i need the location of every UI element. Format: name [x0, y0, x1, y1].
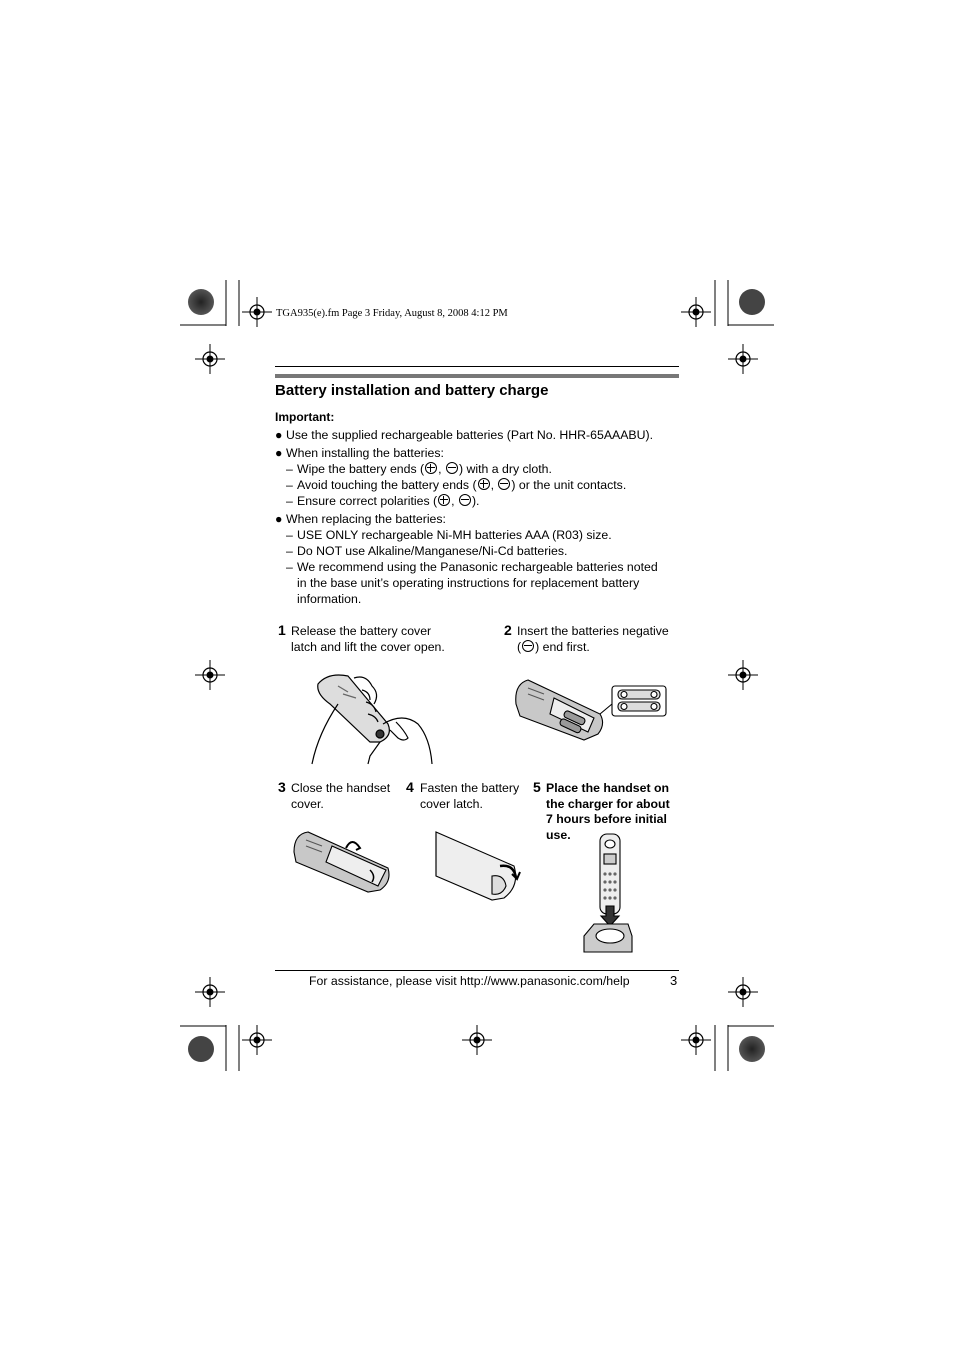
step-number: 3 — [278, 779, 286, 795]
header-rule — [275, 366, 679, 367]
step-1-text: Release the battery cover latch and lift the cover open. — [291, 624, 445, 654]
minus-symbol-icon — [459, 494, 471, 506]
step-number: 4 — [406, 779, 414, 795]
step-2-text: Insert the batteries negative ( ) end first. — [517, 624, 669, 654]
section-title: Battery installation and battery charge — [275, 382, 549, 399]
color-target-icon — [739, 1036, 765, 1062]
step-5-text: Place the handset on the charger for about 7 hours before initial use. — [546, 781, 670, 842]
registration-mark-icon — [195, 344, 225, 374]
bullet-icon: ● — [275, 428, 283, 442]
step-4-text: Fasten the battery cover latch. — [420, 781, 520, 811]
dash-text: Avoid touching the battery ends ( , ) or the unit contacts. — [297, 478, 627, 492]
bullet-text: Use the supplied rechargeable batteries (Part No. HHR-65AAABU). — [286, 428, 654, 442]
dash-marker: – — [286, 528, 293, 542]
bullet-icon: ● — [275, 512, 283, 526]
registration-mark-icon — [728, 977, 758, 1007]
minus-symbol-icon — [498, 478, 510, 490]
step-number: 1 — [278, 622, 286, 638]
dash-text: We recommend using the Panasonic rechargeable batteries noted — [297, 560, 658, 574]
dash-text: Do NOT use Alkaline/Manganese/Ni-Cd batteries. — [297, 544, 568, 558]
dash-marker: – — [286, 462, 293, 476]
fasten-latch-illustration — [434, 826, 522, 904]
dash-text: Wipe the battery ends ( , ) with a dry cloth. — [297, 462, 552, 476]
insert-batteries-illustration — [514, 674, 670, 744]
registration-mark-icon — [242, 297, 272, 327]
page-number: 3 — [670, 973, 678, 988]
step-number: 5 — [533, 779, 541, 795]
registration-mark-icon — [195, 660, 225, 690]
step-3-text: Close the handset cover. — [291, 781, 391, 811]
registration-mark-icon — [681, 297, 711, 327]
bullet-text: When replacing the batteries: — [286, 512, 446, 526]
color-target-icon — [188, 1036, 214, 1062]
dash-text: USE ONLY rechargeable Ni-MH batteries AAA (R03) size. — [297, 528, 612, 542]
close-cover-illustration — [292, 828, 394, 896]
bullet-icon: ● — [275, 446, 283, 460]
registration-mark-icon — [681, 1025, 711, 1055]
plus-symbol-icon — [438, 494, 450, 506]
registration-mark-icon — [462, 1025, 492, 1055]
section-rule — [275, 374, 679, 378]
dash-marker: – — [286, 544, 293, 558]
important-label: Important: — [275, 410, 335, 424]
footer-rule — [275, 970, 679, 971]
color-target-icon — [188, 289, 214, 315]
plus-symbol-icon — [478, 478, 490, 490]
minus-symbol-icon — [446, 462, 458, 474]
dash-marker: – — [286, 560, 293, 574]
minus-symbol-icon — [522, 640, 534, 652]
file-info-header: TGA935(e).fm Page 3 Friday, August 8, 2008 4:12 PM — [276, 308, 508, 319]
release-cover-illustration — [308, 664, 438, 766]
registration-mark-icon — [728, 660, 758, 690]
dash-text: Ensure correct polarities ( , ). — [297, 494, 480, 508]
registration-mark-icon — [728, 344, 758, 374]
handset-on-charger-illustration — [580, 832, 636, 956]
dash-marker: – — [286, 494, 293, 508]
registration-mark-icon — [242, 1025, 272, 1055]
registration-mark-icon — [195, 977, 225, 1007]
color-target-icon — [739, 289, 765, 315]
assistance-text: For assistance, please visit http://www.panasonic.com/help — [309, 974, 630, 988]
step-number: 2 — [504, 622, 512, 638]
bullet-text: When installing the batteries: — [286, 446, 444, 460]
plus-symbol-icon — [425, 462, 437, 474]
dash-marker: – — [286, 478, 293, 492]
